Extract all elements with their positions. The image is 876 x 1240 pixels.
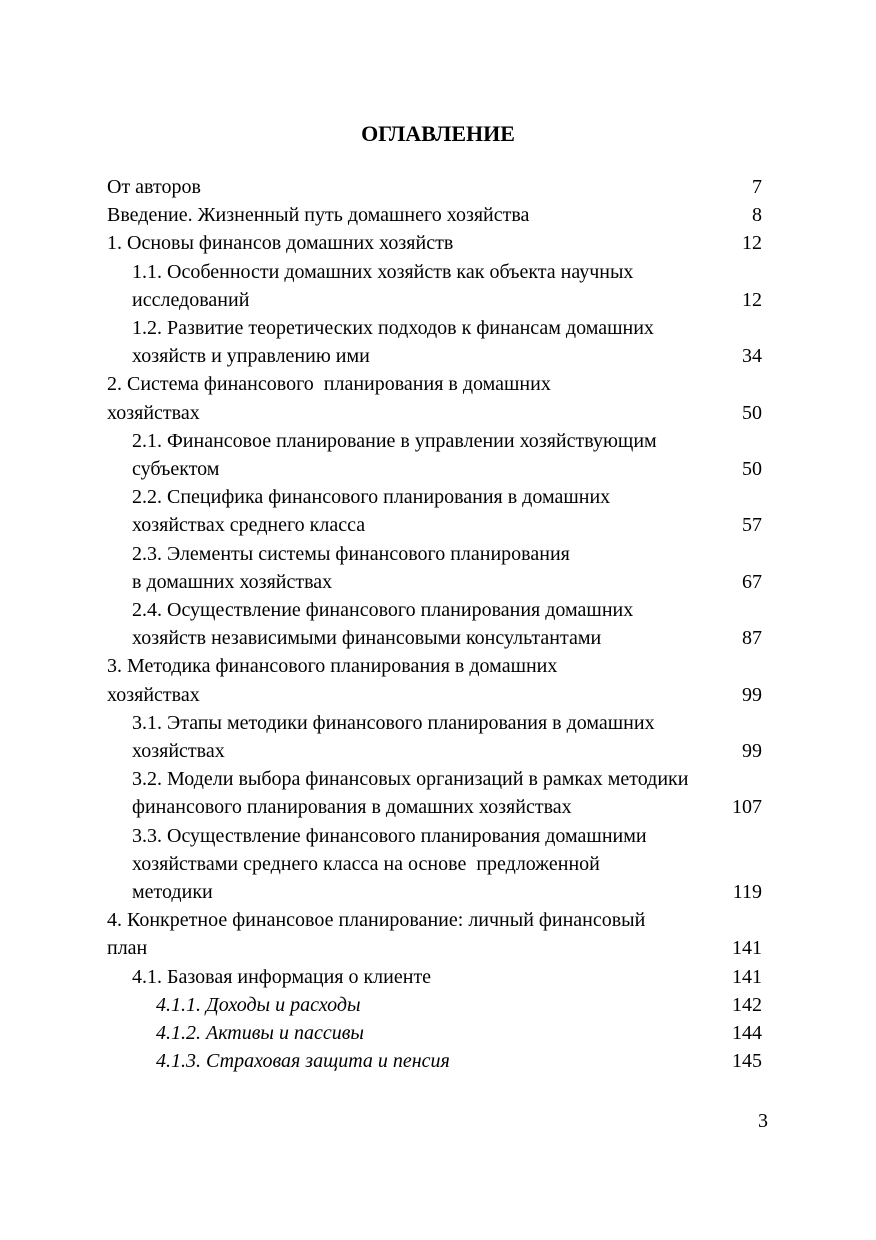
- table-of-contents: [107, 173, 762, 1076]
- toc-page-number: 107: [732, 796, 762, 819]
- toc-entry-text: 3.1. Этапы методики финансового планирования в домашних: [132, 711, 655, 734]
- toc-entry-section-4-1[interactable]: [107, 963, 762, 991]
- toc-page-number: 50: [742, 458, 762, 481]
- toc-entry-text: 2. Система финансового планирования в домашних: [107, 373, 551, 396]
- toc-entry-text: 1. Основы финансов домашних хозяйств: [107, 232, 454, 255]
- page-title: ОГЛАВЛЕНИЕ: [361, 121, 515, 146]
- toc-entry-text: хозяйствах: [132, 740, 225, 763]
- toc-entry-chapter-2[interactable]: [107, 370, 762, 426]
- toc-entry-chapter-1[interactable]: [107, 229, 762, 257]
- toc-entry-text: 3.3. Осуществление финансового планирования домашними: [132, 824, 647, 847]
- toc-entry-subsection-4-1-1[interactable]: [107, 991, 762, 1019]
- toc-page-number: 145: [732, 1050, 762, 1073]
- toc-entry-text: От авторов: [107, 176, 201, 198]
- toc-entry-text: 2.1. Финансовое планирование в управлении хозяйствующим: [132, 429, 657, 452]
- toc-entry-text: субъектом: [132, 458, 220, 481]
- toc-page-number: 7: [752, 176, 762, 198]
- toc-page-number: 34: [742, 345, 762, 368]
- toc-entry-text: методики: [132, 881, 213, 904]
- toc-page-number: 99: [742, 683, 762, 706]
- toc-entry-text: 1.1. Особенности домашних хозяйств как объекта научных: [132, 260, 634, 283]
- toc-page-number: 99: [742, 740, 762, 763]
- toc-page-number: 119: [732, 881, 762, 904]
- toc-entry-section-2-3[interactable]: [107, 540, 762, 596]
- toc-entry-text: хозяйств независимыми финансовыми консультантами: [132, 627, 602, 650]
- toc-page-number: 12: [742, 232, 762, 255]
- toc-entry-section-2-1[interactable]: [107, 427, 762, 483]
- toc-entry-text: 4.1.2. Активы и пассивы: [156, 1022, 364, 1045]
- toc-entry-section-2-2[interactable]: [107, 483, 762, 539]
- toc-entry-section-1-1[interactable]: [107, 258, 762, 314]
- toc-entry-text: хозяйств и управлению ими: [132, 345, 370, 368]
- toc-entry-authors[interactable]: [107, 173, 762, 201]
- toc-page-number: 12: [742, 288, 762, 311]
- toc-entry-text: хозяйствами среднего класса на основе предложенной: [132, 852, 600, 875]
- toc-entry-text: 4.1. Базовая информация о клиенте: [132, 965, 432, 988]
- toc-entry-text: 2.2. Специфика финансового планирования в домашних: [132, 486, 611, 509]
- toc-page-number: 57: [742, 514, 762, 537]
- toc-entry-text: 4. Конкретное финансовое планирование: личный финансовый: [107, 909, 646, 932]
- toc-page-number: 141: [732, 937, 762, 960]
- toc-entry-text: хозяйствах среднего класса: [132, 514, 366, 537]
- toc-entry-section-2-4[interactable]: [107, 596, 762, 652]
- toc-page-number: 67: [742, 570, 762, 593]
- toc-entry-text: 4.1.3. Страховая защита и пенсия: [156, 1050, 450, 1073]
- toc-entry-section-1-2[interactable]: [107, 314, 762, 370]
- toc-entry-text: 4.1.1. Доходы и расходы: [156, 993, 361, 1016]
- toc-entry-chapter-4[interactable]: [107, 906, 762, 962]
- toc-page-number: 142: [732, 993, 762, 1016]
- toc-entry-text: исследований: [132, 288, 250, 311]
- toc-entry-subsection-4-1-2[interactable]: [107, 1019, 762, 1047]
- toc-page-number: 50: [742, 401, 762, 424]
- toc-entry-text: план: [107, 937, 148, 960]
- toc-entry-text: Введение. Жизненный путь домашнего хозяйства: [107, 204, 530, 227]
- toc-page-number: 8: [752, 204, 762, 227]
- toc-entry-chapter-3[interactable]: [107, 652, 762, 708]
- toc-entry-text: финансового планирования в домашних хозяйствах: [132, 796, 572, 819]
- toc-entry-subsection-4-1-3[interactable]: [107, 1047, 762, 1075]
- toc-entry-text: 2.4. Осуществление финансового планирования домашних: [132, 599, 634, 622]
- toc-entry-introduction[interactable]: [107, 201, 762, 229]
- toc-entry-text: 3. Методика финансового планирования в домашних: [107, 655, 558, 678]
- toc-entry-text: 1.2. Развитие теоретических подходов к финансам домашних: [132, 317, 654, 340]
- toc-entry-text: 3.2. Модели выбора финансовых организаций в рамках методики: [132, 768, 689, 791]
- toc-page-number: 141: [732, 965, 762, 988]
- toc-page-number: 87: [742, 627, 762, 650]
- toc-entry-text: 2.3. Элементы системы финансового планирования: [132, 542, 570, 565]
- toc-entry-section-3-2[interactable]: [107, 765, 762, 821]
- toc-page-number: 144: [732, 1022, 762, 1045]
- toc-entry-text: хозяйствах: [107, 401, 200, 424]
- toc-entry-section-3-1[interactable]: [107, 709, 762, 765]
- page-number: 3: [758, 1110, 768, 1132]
- toc-entry-text: в домашних хозяйствах: [132, 570, 333, 593]
- toc-entry-section-3-3[interactable]: [107, 822, 762, 907]
- toc-entry-text: хозяйствах: [107, 683, 200, 706]
